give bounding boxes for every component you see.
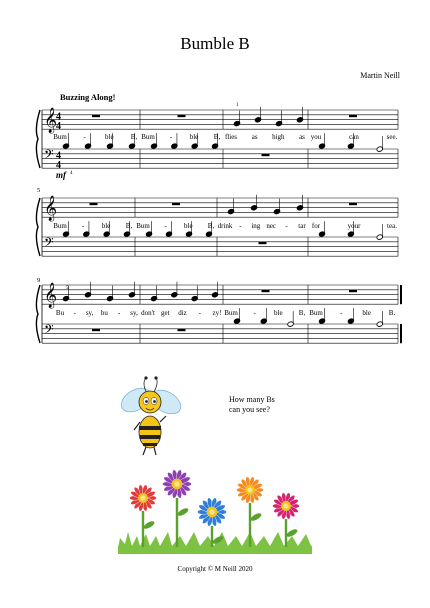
flower-leaf	[250, 512, 263, 523]
lyric-syllable: B,	[130, 133, 138, 141]
whole-rest	[92, 329, 100, 331]
treble-clef: 𝄞	[44, 283, 58, 308]
lyric-syllable: zy!	[212, 309, 222, 317]
bar-number: 1	[236, 103, 239, 108]
measure-number: 9	[37, 277, 41, 284]
lyric-syllable: tar	[298, 222, 306, 230]
lyric-syllable: ble	[189, 133, 199, 141]
flower-highlight	[174, 481, 180, 487]
cartoon-bee-icon	[117, 376, 185, 455]
lyric-syllable: -	[81, 222, 85, 230]
lyric-syllable: -	[169, 133, 173, 141]
lyric-syllable: Bum	[141, 133, 155, 141]
lyric-syllable: flies	[224, 133, 238, 141]
lyric-syllable: -	[164, 222, 167, 230]
lyric-syllable: drink	[217, 222, 233, 230]
whole-rest	[178, 115, 186, 117]
whole-rest	[172, 203, 180, 205]
lyric-syllable: Bum	[136, 222, 150, 230]
dynamic-marking: mf	[56, 170, 66, 180]
bass-clef: 𝄢	[44, 322, 54, 340]
lyric-syllable: Bu	[55, 309, 65, 317]
lyric-syllable: Bum	[309, 309, 323, 317]
lyric-syllable: B,	[207, 222, 215, 230]
whole-rest	[349, 290, 357, 292]
lyric-syllable: ble	[101, 222, 111, 230]
whole-rest	[90, 203, 98, 205]
flower-leaf	[143, 520, 156, 531]
lyric-syllable: diz	[178, 309, 187, 317]
composer-name: Martin Neill	[360, 71, 400, 80]
lyric-syllable: B,	[125, 222, 133, 230]
song-title: Bumble B	[180, 34, 250, 53]
time-signature: 4	[56, 160, 61, 171]
flower-highlight	[209, 509, 215, 515]
question-line-2: can you see?	[229, 405, 270, 414]
lyric-syllable: B,	[213, 133, 221, 141]
lyric-syllable: ble	[105, 133, 114, 141]
lyric-syllable: B,	[298, 309, 306, 317]
lyric-syllable: you	[310, 133, 322, 141]
lyric-syllable: can	[349, 133, 359, 141]
brace	[36, 110, 40, 168]
lyric-syllable: Bum	[53, 133, 67, 141]
whole-rest	[349, 115, 357, 117]
flower-highlight	[140, 495, 145, 500]
time-signature: 4	[56, 150, 61, 162]
tempo-marking: Buzzing Along!	[60, 92, 116, 102]
lyric-syllable: -	[118, 309, 121, 317]
lyric-syllable: B.	[388, 309, 396, 317]
lyric-syllable: bu	[100, 309, 108, 317]
time-signature: 4	[56, 111, 61, 123]
lyric-syllable: nec	[266, 222, 277, 230]
bass-clef: 𝄢	[44, 235, 54, 253]
flower-garden-icon	[118, 469, 312, 554]
lyric-syllable: -	[253, 309, 256, 317]
fingering-number: 5	[66, 286, 69, 291]
lyric-syllable: as	[251, 133, 258, 141]
lyric-syllable: ing	[251, 222, 261, 230]
bass-clef: 𝄢	[44, 147, 54, 165]
question-line-1: How many Bs	[229, 395, 275, 404]
lyric-syllable: ble	[184, 222, 193, 230]
treble-clef: 𝄞	[44, 108, 58, 133]
lyric-syllable: sy,	[85, 309, 94, 317]
lyric-syllable: don't	[141, 309, 155, 317]
flower-highlight	[247, 487, 252, 492]
lyric-syllable: -	[285, 222, 288, 230]
lyric-syllable: Bum	[224, 309, 238, 317]
whole-rest	[262, 154, 270, 156]
whole-rest	[178, 329, 186, 331]
copyright-text: Copyright © M Neill 2020	[177, 565, 253, 573]
lyric-syllable: -	[83, 133, 86, 141]
whole-rest	[262, 290, 270, 292]
question-text	[229, 395, 275, 415]
flower-highlight	[283, 503, 288, 508]
lyric-syllable: for	[311, 222, 321, 230]
whole-rest	[259, 242, 267, 244]
brace	[36, 285, 40, 343]
time-signature: 4	[56, 121, 61, 132]
measure-number: 5	[37, 187, 41, 194]
lyrics-layer	[53, 133, 397, 317]
lyric-syllable: high	[272, 133, 285, 141]
lyric-syllable: -	[73, 309, 76, 317]
whole-rest	[92, 115, 100, 117]
lyric-syllable: sy,	[130, 309, 138, 317]
whole-rest	[349, 203, 357, 205]
lyric-syllable: as	[299, 133, 305, 141]
lyric-syllable: Bum	[53, 222, 67, 230]
flower-leaf	[177, 507, 190, 518]
lyric-syllable: -	[340, 309, 343, 317]
lyric-syllable: -	[198, 309, 201, 317]
lyric-syllable: your	[347, 222, 361, 230]
lyric-syllable: get	[160, 309, 170, 317]
fingering-number: 4	[70, 171, 73, 176]
brace	[36, 198, 40, 256]
lyric-syllable: tea.	[387, 222, 397, 230]
lyric-syllable: ble	[274, 309, 283, 317]
lyric-syllable: ble	[362, 309, 371, 317]
lyric-syllable: -	[239, 222, 242, 230]
grass-strip	[118, 546, 312, 554]
lyric-syllable: see.	[386, 133, 398, 141]
treble-clef: 𝄞	[44, 196, 58, 221]
